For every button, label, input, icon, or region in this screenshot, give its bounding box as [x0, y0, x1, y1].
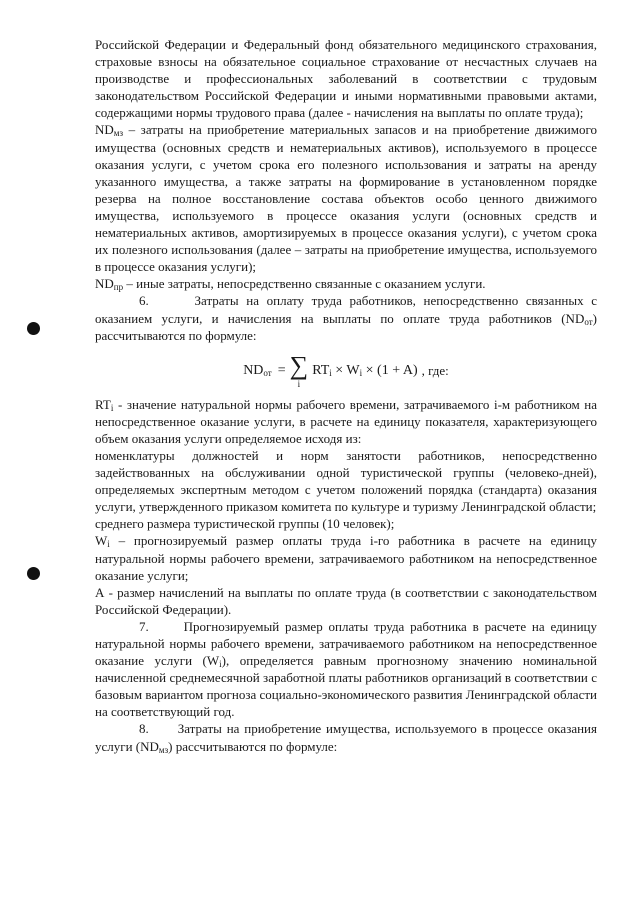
- sum-symbol: ∑ i: [289, 350, 309, 389]
- formula-nd-ot: $ND_{от}$ = ∑ i $RT_i \times W_i \times (1 + A)$ , где:: [243, 350, 449, 389]
- paragraph-item-8: 8. Затраты на приобретение имущества, используемого в процессе оказания услуги $(ND_{мз})$ рассчитываются по формуле:: [95, 721, 597, 755]
- paragraph-w-definition: $W_i$ – прогнозируемый размер оплаты труда i-го работника в расчете на единицу натуральной нормы рабочего времени, затрачиваемого работником на непосредственное оказание услуги;: [95, 533, 597, 583]
- paragraph-a-definition: А - размер начислений на выплаты по оплате труда (в соответствии с законодательством Российской Федерации).: [95, 584, 597, 617]
- paragraph-nomenclature: номенклатуры должностей и норм занятости работников, непосредственно задействованных на обслуживании одной туристической группы (человеко-дней), определяемых экспертным методом с учетом положений порядка (стандарта) оказания услуги, утвержденного приказом комитета по культуре и туризму Ленинградской области;: [95, 447, 597, 515]
- punch-hole-lower: [27, 567, 40, 580]
- formula-rhs: $RT_i \times W_i \times (1 + A)$: [312, 363, 418, 379]
- paragraph-group-size: среднего размера туристической группы (10 человек);: [95, 516, 395, 532]
- paragraph-item-7: 7. Прогнозируемый размер оплаты труда работника в расчете на единицу натуральной нормы рабочего времени, затрачиваемого работником на непосредственное оказание услуги $(W_i)$, определяется равным прогнозному значению номинальной начисленной среднемесячной заработной платы работников организаций в соответствии с базовым вариантом прогноза социально-экономического развития Ленинградской области на соответствующий год.: [95, 618, 597, 720]
- paragraph-nd-mz: $ND_{мз}$ – затраты на приобретение материальных запасов и на приобретение движимого имущества (основных средств и нематериальных активов), используемого в процессе оказания услуги, с учетом срока его полезного использования и затраты на аренду указанного имущества, а также затраты на формирование в установленном порядке резерва на полное восстановление состава объектов особо ценного движимого имущества, используемого в процессе оказания услуги (основных средств и нематериальных активов, амортизируемых в процессе оказания услуги), с учетом срока их полезного использования (далее – затраты на приобретение имущества, используемого в процессе оказания услуги);: [95, 122, 597, 275]
- punch-hole-upper: [27, 322, 40, 335]
- paragraph-contributions: Российской Федерации и Федеральный фонд обязательного медицинского страхования, страховые взносы на обязательное социальное страхование от несчастных случаев на производстве и профессиональных заболеваний в соответствии с трудовым законодательством Российской Федерации и иными нормативными правовыми актами, содержащими нормы трудового права (далее - начисления на выплаты по оплате труда);: [95, 37, 597, 121]
- paragraph-nd-pr: $ND_{пр}$ – иные затраты, непосредственно связанные с оказанием услуги.: [95, 276, 486, 293]
- formula-lhs: $ND_{от}$: [243, 363, 272, 379]
- paragraph-rt-definition: $RT_i$ - значение натуральной нормы рабочего времени, затрачиваемого i-м работником на непосредственное оказание услуги, в расчете на единицу показателя, характеризующего объем оказания услуги определяемое исходя из:: [95, 396, 597, 446]
- document-page: [95, 36, 597, 755]
- paragraph-item-6: 6. Затраты на оплату труда работников, непосредственно связанных с оказанием услуги, и начисления на выплаты по оплате труда работников $(ND_{от})$ рассчитываются по формуле:: [95, 293, 597, 343]
